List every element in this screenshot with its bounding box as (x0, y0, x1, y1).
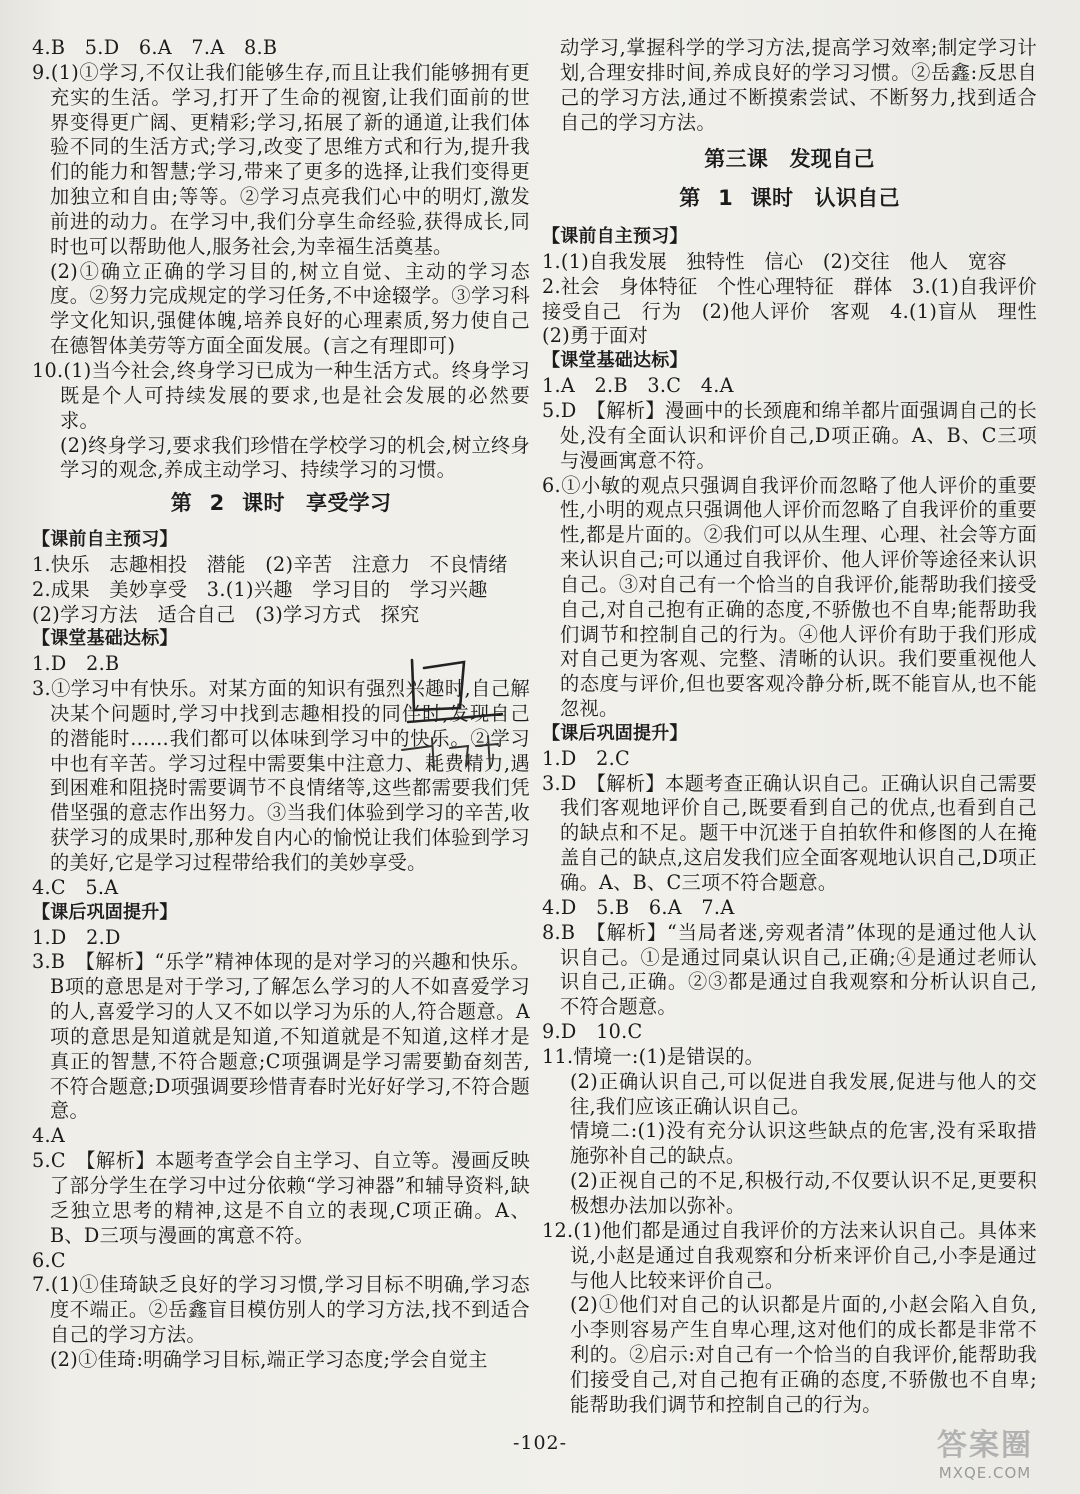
answer-line: 1.(1)自我发展 独特性 信心 (2)交往 他人 宽容 (542, 249, 1007, 273)
answer-line: 4.A (32, 1124, 66, 1148)
answer-line: 1.快乐 志趣相投 潜能 (2)辛苦 注意力 不良情绪 (32, 552, 508, 576)
answer-line: 11.情境一:(1)是错误的。 (542, 1044, 765, 1068)
answer-paragraph: 9.(1)①学习,不仅让我们能够生存,而且让我们能够拥有更充实的生活。学习,打开了生命的视窗,让我们面前的世界变得更广阔、更精彩;学习,拓展了新的通道,让我们体验不同的生活方式;学习,改变了思维方式和行为,提升我们的能力和智慧;学习,带来了更多的选择,让我们变得更加独立和自由;等等。②学习点亮我们心中的明灯,激发前进的动力。在学习中,我们分享生命经验,获得成长,同时也可以帮助他人,服务社会,为幸福生活奠基。 (32, 60, 530, 258)
answer-paragraph: 5.C 【解析】本题考查学会自主学习、自立等。漫画反映了部分学生在学习中过分依赖“学习神器”和辅导资料,缺乏独立思考的精神,这是不自立的表现,C项正确。A、B、D三项与漫画的寓意不符。 (32, 1149, 530, 1247)
section-heading: 【课堂基础达标】 (542, 350, 688, 372)
right-column (542, 36, 1057, 1418)
answer-line: 1.D 2.B (32, 652, 120, 676)
answer-paragraph: 3.B 【解析】“乐学”精神体现的是对学习的兴趣和快乐。B项的意思是对于学习,了解怎么学习的人不如喜爱学习的人,喜爱学习的人又不如以学习为乐的人,符合题意。A项的意思是知道就是知道,不知道就是不知道,这样才是真正的智慧,不符合题意;C项强调是学习需要勤奋刻苦,不符合题意;D项强调要珍惜青春时光好好学习,不符合题意。 (32, 950, 530, 1123)
unit-title: 第三课 发现自己 (704, 147, 875, 172)
answer-paragraph: 12.(1)他们都是通过自我评价的方法来认识自己。具体来说,小赵是通过自我观察和分析来评价自己,小李是通过与他人比较来评价自己。 (542, 1218, 1037, 1292)
answer-line: 1.D 2.D (32, 925, 121, 949)
answer-line: 1.D 2.C (542, 746, 630, 770)
answer-paragraph: 8.B 【解析】“当局者迷,旁观者清”体现的是通过他人认识自己。①是通过同桌认识自己,正确;④是通过老师认识自己,正确。②③都是通过自我观察和分析认识自己,不符合题意。 (542, 920, 1037, 1019)
answer-paragraph: 7.(1)①佳琦缺乏良好的学习习惯,学习目标不明确,学习态度不端正。②岳鑫盲目模仿别人的学习方法,找不到适合自己的学习方法。 (32, 1273, 530, 1347)
answer-paragraph: 3.①学习中有快乐。对某方面的知识有强烈兴趣时,自己解决某个问题时,学习中找到志趣相投的同伴时,发现自己的潜能时……我们都可以体味到学习中的快乐。②学习中也有辛苦。学习过程中需要集中注意力、耗费精力,遇到困难和阻挠时需要调节不良情绪等,这些都需要我们凭借坚强的意志作出努力。③当我们体验到学习的辛苦,收获学习的成果时,那种发自内心的愉悦让我们体验到学习的美好,它是学习过程带给我们的美妙享受。 (32, 677, 530, 874)
answer-paragraph: 情境二:(1)没有充分认识这些缺点的危害,没有采取措施弥补自己的缺点。 (570, 1119, 1037, 1168)
section-heading: 【课后巩固提升】 (542, 722, 688, 744)
answer-paragraph: 3.D 【解析】本题考查正确认识自己。正确认识自己需要我们客观地评价自己,既要看到自己的优点,也看到自己的缺点和不足。题干中沉迷于自拍软件和修图的人在掩盖自己的缺点,这启发我们应全面客观地认识自己,D项正确。A、B、C三项不符合题意。 (542, 771, 1037, 894)
answer-line: 4.D 5.B 6.A 7.A (542, 895, 735, 919)
section-heading: 【课前自主预习】 (32, 529, 178, 551)
answer-paragraph: (2)正确认识自己,可以促进自我发展,促进与他人的交往,我们应该正确认识自己。 (570, 1069, 1037, 1118)
section-heading: 【课后巩固提升】 (32, 901, 178, 923)
answer-paragraph: 10.(1)当今社会,终身学习已成为一种生活方式。终身学习既是个人可持续发展的要求,也是社会发展的必然要求。 (32, 358, 530, 432)
answer-line: 4.B 5.D 6.A 7.A 8.B (32, 36, 278, 59)
answer-paragraph: 2.社会 身体特征 个性心理特征 群体 3.(1)自我评价 接受自己 行为 (2)他人评价 客观 4.(1)盲从 理性 (2)勇于面对 (542, 274, 1057, 348)
section-heading: 【课前自主预习】 (542, 226, 688, 248)
watermark-logo: 答案圈 MXQE.COM (937, 1428, 1033, 1482)
section-heading: 【课堂基础达标】 (32, 628, 178, 650)
lesson-title: 第 1 课时 认识自己 (679, 186, 900, 211)
answer-line: 9.D 10.C (542, 1020, 643, 1044)
answer-paragraph: (2)①确立正确的学习目的,树立自觉、主动的学习态度。②努力完成规定的学习任务,不中途辍学。③学习科学文化知识,强健体魄,培养良好的心理素质,努力使自己在德智体美劳等方面全面发展。(言之有理即可) (50, 259, 530, 358)
lesson-title: 第 2 课时 享受学习 (170, 491, 392, 516)
answer-line: 6.C (32, 1248, 66, 1272)
left-column (32, 36, 530, 1373)
answer-line: 4.C 5.A (32, 875, 119, 899)
answer-line: (2)学习方法 适合自己 (3)学习方式 探究 (32, 602, 420, 626)
answer-line: 1.A 2.B 3.C 4.A (542, 374, 734, 398)
answer-paragraph: 6.①小敏的观点只强调自我评价而忽略了他人评价的重要性,小明的观点只强调他人评价而忽略了自我评价的重要性,都是片面的。②我们可以从生理、心理、社会等方面来认识自己;可以通过自我评价、他人评价等途径来认识自己。③对自己有一个恰当的自我评价,能帮助我们接受自己,对自己抱有正确的态度,不骄傲也不自卑;能帮助我们调节和控制自己的行为。④他人评价有助于我们形成对自己更为客观、完整、清晰的认识。我们要重视他人的态度与评价,但也要客观冷静分析,既不能盲从,也不能忽视。 (542, 473, 1037, 721)
answer-paragraph: (2)①佳琦:明确学习目标,端正学习态度;学会自觉主 (50, 1347, 488, 1371)
answer-paragraph: (2)正视自己的不足,积极行动,不仅要认识不足,更要积极想办法加以弥补。 (570, 1169, 1037, 1217)
answer-paragraph: 动学习,掌握科学的学习方法,提高学习效率;制定学习计划,合理安排时间,养成良好的学习习惯。②岳鑫:反思自己的学习方法,通过不断摸索尝试、不断努力,找到适合自己的学习方法。 (560, 36, 1037, 134)
answer-line: 2.成果 美妙享受 3.(1)兴趣 学习目的 学习兴趣 (32, 577, 488, 601)
answer-paragraph: (2)①他们对自己的认识都是片面的,小赵会陷入自负,小李则容易产生自卑心理,这对他们的成长都是非常不利的。②启示:对自己有一个恰当的自我评价,能帮助我们接受自己,对自己抱有正确的态度,不骄傲也不自卑;能帮助我们调节和控制自己的行为。 (570, 1293, 1037, 1416)
page-number: -102- (512, 1432, 568, 1454)
answer-paragraph: (2)终身学习,要求我们珍惜在学校学习的机会,树立终身学习的观念,养成主动学习、持续学习的习惯。 (60, 433, 530, 482)
answer-paragraph: 5.D 【解析】漫画中的长颈鹿和绵羊都片面强调自己的长处,没有全面认识和评价自己,D项正确。A、B、C三项与漫画寓意不符。 (542, 398, 1037, 472)
